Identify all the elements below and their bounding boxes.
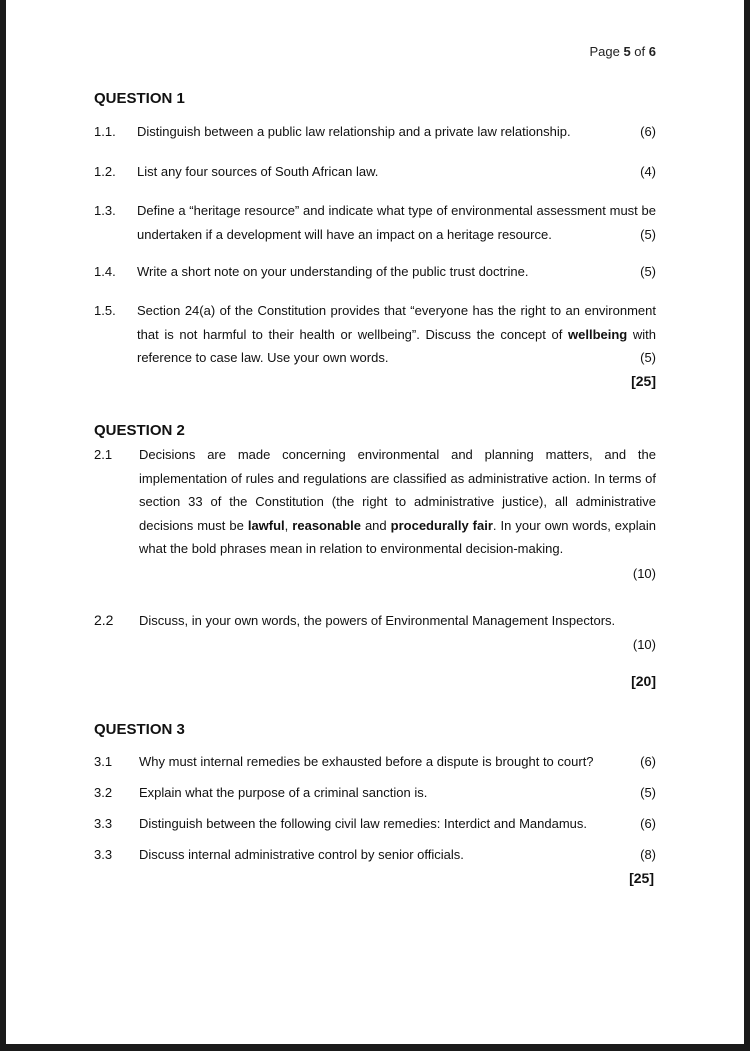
item-number: 3.3 bbox=[94, 847, 113, 862]
item-number: 1.3. bbox=[94, 203, 116, 218]
item-marks: (5) bbox=[640, 226, 656, 242]
item-marks: (6) bbox=[640, 124, 656, 139]
item-text: Explain what the purpose of a criminal sanction is. bbox=[139, 785, 428, 800]
item-text: Discuss internal administrative control by senior officials. bbox=[139, 847, 464, 862]
item-marks: (5) bbox=[640, 350, 656, 365]
item-text: Section 24(a) of the Constitution provides that “everyone has the right to an environment that is not harmful to their health or wellbeing”. Discuss the concept of wellbeing with reference to case law. Use your own words. bbox=[137, 303, 656, 365]
question-3-total: [25] bbox=[629, 870, 654, 886]
item-text: Write a short note on your understanding of the public trust doctrine. bbox=[137, 264, 529, 279]
item-text: List any four sources of South African law. bbox=[137, 164, 379, 179]
item-text: Distinguish between the following civil law remedies: Interdict and Mandamus. bbox=[139, 816, 587, 831]
item-text: Decisions are made concerning environmental and planning matters, and the implementation of rules and regulations are classified as administrative action. In terms of section 33 of the Constitution (the right to administrative justice), all administrative decisions must be lawful, reasonable and procedurally fair. In your own words, explain what the bold phrases mean in relation to environmental decision-making. bbox=[139, 447, 656, 556]
item-marks: (10) bbox=[632, 637, 656, 652]
item-number: 1.1. bbox=[94, 124, 116, 139]
item-text: Discuss, in your own words, the powers of Environmental Management Inspectors. bbox=[139, 613, 616, 628]
item-number: 3.2 bbox=[94, 785, 113, 800]
item-number: 2.1 bbox=[94, 447, 113, 462]
item-marks: (4) bbox=[640, 164, 656, 179]
item-marks: (5) bbox=[640, 264, 656, 279]
question-3-title: QUESTION 3 bbox=[94, 721, 185, 738]
item-marks: (8) bbox=[640, 847, 656, 862]
item-number: 1.2. bbox=[94, 164, 116, 179]
page-number: Page 5 of 6 bbox=[589, 44, 656, 59]
question-1-total: [25] bbox=[631, 373, 656, 389]
item-number: 3.1 bbox=[94, 754, 113, 769]
exam-page bbox=[6, 0, 744, 1044]
item-marks: (10) bbox=[632, 566, 656, 581]
question-1-title: QUESTION 1 bbox=[94, 90, 185, 107]
item-text: Define a “heritage resource” and indicate what type of environmental assessment must be undertaken if a development will have an impact on a heritage resource. bbox=[137, 203, 656, 242]
item-marks: (6) bbox=[640, 816, 656, 831]
item-number: 3.3 bbox=[94, 816, 113, 831]
item-marks: (5) bbox=[640, 785, 656, 800]
item-number: 2.2 bbox=[94, 612, 114, 628]
question-2-title: QUESTION 2 bbox=[94, 422, 185, 439]
item-text: Distinguish between a public law relationship and a private law relationship. bbox=[137, 124, 571, 139]
item-text: Why must internal remedies be exhausted before a dispute is brought to court? bbox=[139, 754, 594, 769]
item-marks: (6) bbox=[640, 754, 656, 769]
item-number: 1.4. bbox=[94, 264, 116, 279]
question-2-total: [20] bbox=[631, 673, 656, 689]
item-number: 1.5. bbox=[94, 303, 116, 318]
